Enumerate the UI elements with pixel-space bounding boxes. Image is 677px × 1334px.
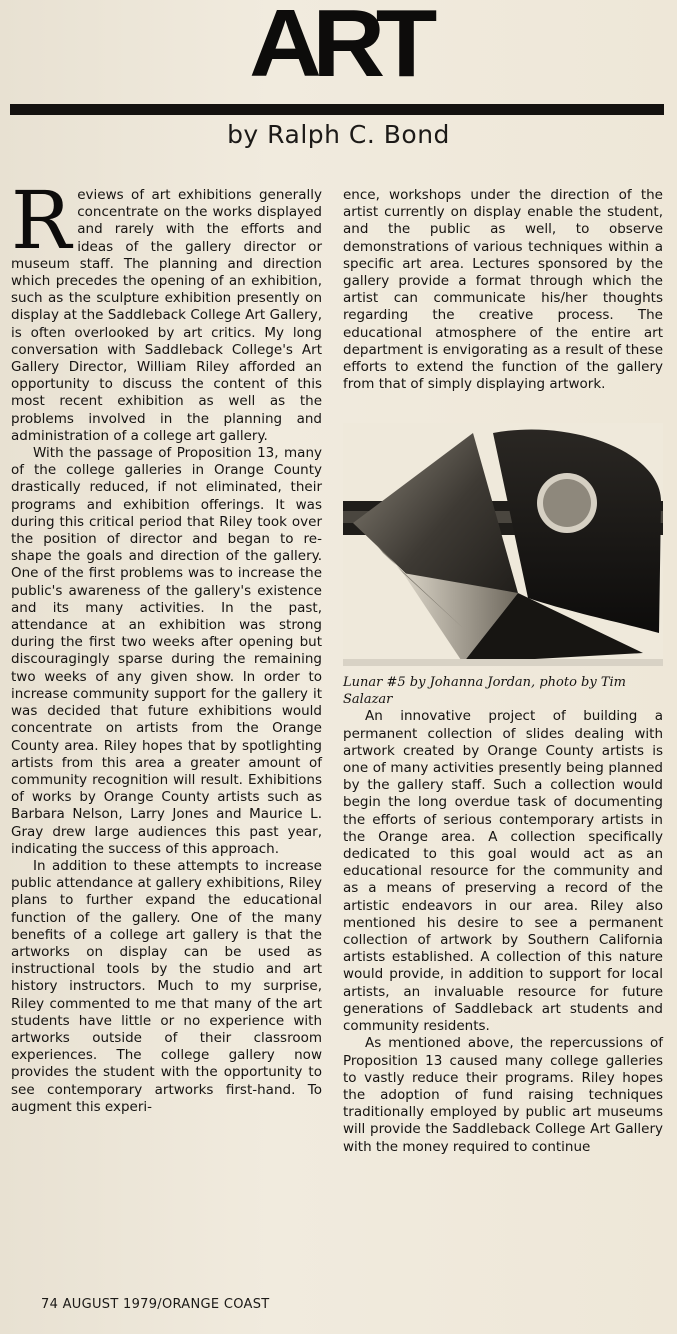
photo-caption: Lunar #5 by Johanna Jordan, photo by Tim Salazar — [343, 675, 626, 708]
article-paragraph: With the passage of Proposition 13, many of the college galleries in Orange County drastically reduced, if not eliminated, their programs and exhibition offerings. It was during this critical period that Riley took over the position of director and began to re-shape the goals and direction of the gallery. One of the first problems was to increase the public's awareness of the gallery's existence and its many activities. In the past, attendance at an exhibition was strong during the first two weeks after opening but discouragingly sparse during the remaining two weeks of any given show. In order to increase community support for the gallery it was decided that future exhibitions would concentrate on artists from the Orange County area. Riley hopes that by spotlighting artists from this area a greater amount of community recognition will result. Exhibitions of works by Orange County artists such as Barbara Nelson, Larry Jones and Maurice L. Gray drew large audiences this past year, indicating the success of this approach. — [11, 445, 322, 857]
byline: by Ralph C. Bond — [227, 120, 450, 149]
title-rule — [10, 104, 664, 115]
sculpture-photo-image — [343, 423, 663, 666]
article-column-left — [11, 174, 322, 1116]
paragraph-text: eviews of art exhibitions generally concentrate on the works displayed and rarely with the efforts and ideas of the gallery director or museum staff. The planning and direction which precedes the opening of an exhibition, such as the sculpture exhibition presently on display at the Saddleback College Art Gallery, is often overlooked by art critics. My long conversation with Saddleback College's Art Gallery Director, William Riley afforded an opportunity to discuss the content of this most recent exhibition as well as the problems involved in the planning and administration of a college art gallery. — [11, 187, 322, 444]
article-column-right — [343, 187, 663, 1156]
page-footer: 74 AUGUST 1979/ORANGE COAST — [41, 1297, 270, 1312]
article-paragraph — [11, 174, 322, 445]
article-paragraph: In addition to these attempts to increase public attendance at gallery exhibitions, Riley plans to further expand the educational function of the gallery. One of the many benefits of a college art gallery is that the artworks on display can be used as instructional tools by the studio and art history instructors. Much to my surprise, Riley commented to me that many of the art students have little or no experience with artworks outside of their classroom experiences. The college gallery now provides the student with the opportunity to see contemporary artworks first-hand. To augment this experi- — [11, 857, 322, 1115]
article-paragraph: As mentioned above, the repercussions of Proposition 13 caused many college galleries to vastly reduce their programs. Riley hopes the adoption of fund raising techniques traditionally employed by public art museums will provide the Saddleback College Art Gallery with the money required to continue — [343, 1035, 663, 1155]
article-paragraph: An innovative project of building a permanent collection of slides dealing with artwork created by Orange County artists is one of many activities presently being planned by the gallery staff. Such a collection would begin the long overdue task of documenting the efforts of serious contemporary artists in the Orange area. A collection specifically dedicated to this goal would act as an educational resource for the community and as a means of preserving a record of the artistic endeavors in our area. Riley also mentioned his desire to see a permanent collection of artwork by Southern California artists established. A collection of this nature would provide, in addition to support for local artists, an invaluable resource for future generations of Saddleback art students and community residents. — [343, 708, 663, 1035]
sculpture-photo — [343, 423, 663, 666]
article-paragraph: ence, workshops under the direction of the artist currently on display enable the student, and the public as well, to observe demonstrations of various techniques within a specific art area. Lectures sponsored by the gallery provide a format through which the artist can communicate his/her thoughts regarding the creative process. The educational atmosphere of the entire art department is envigorating as a result of these efforts to extend the function of the gallery from that of simply displaying artwork. — [343, 187, 663, 393]
drop-cap: R — [11, 174, 72, 267]
section-title: ART — [249, 0, 428, 97]
